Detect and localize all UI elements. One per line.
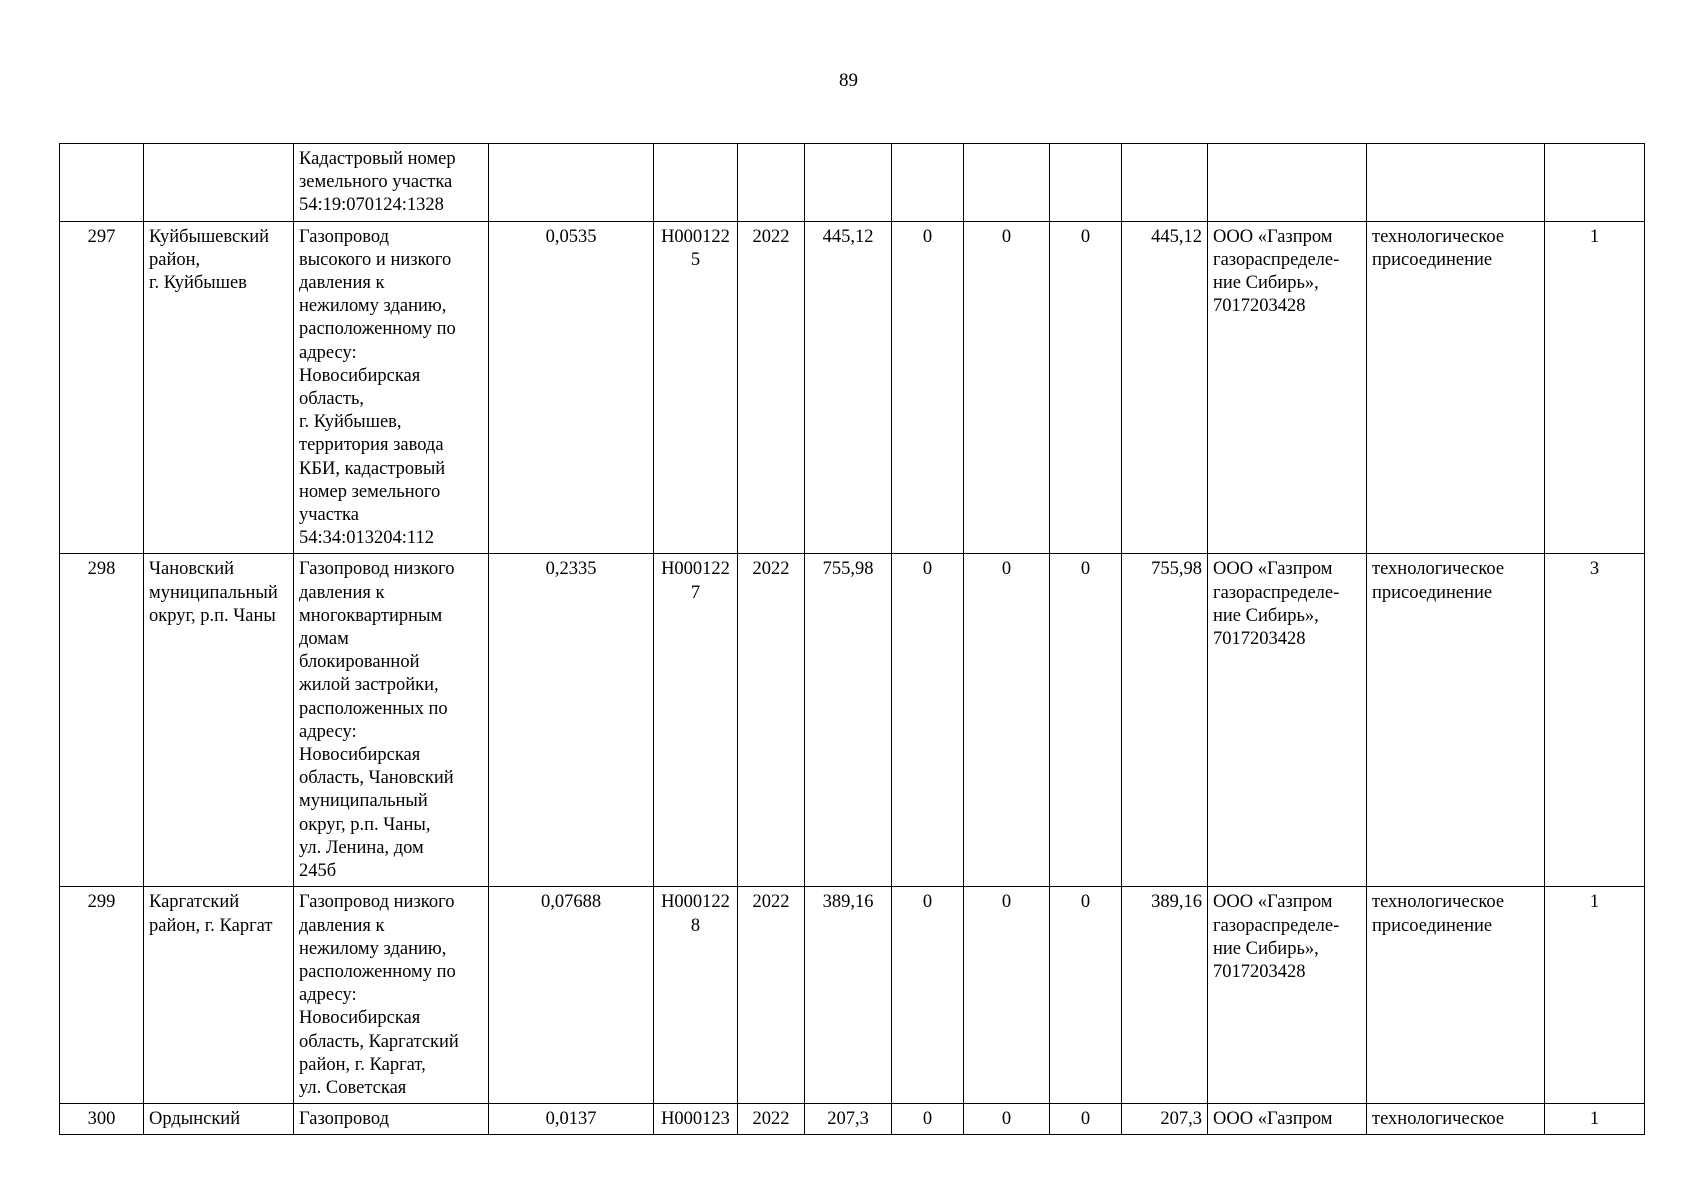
cost-total-cell: 207,3: [805, 1104, 892, 1135]
district-cell: Каргатский район, г. Каргат: [144, 887, 294, 1104]
cost-column-5-cell: 207,3: [1122, 1104, 1208, 1135]
length-value-cell: 0,0535: [489, 221, 654, 554]
object-description-cell: Газопровод низкого давления к многоквартирным домам блокированной жилой застройки, расположенных по адресу: Новосибирская область, Чановский муниципальный округ, р.п. Чаны, ул. Ленина, дом 245б: [294, 554, 489, 887]
source-type-cell: [1367, 144, 1545, 222]
year-cell: 2022: [738, 554, 805, 887]
object-description-cell: Газопровод: [294, 1104, 489, 1135]
object-description-cell: Кадастровый номер земельного участка 54:19:070124:1328: [294, 144, 489, 222]
cost-column-5-cell: [1122, 144, 1208, 222]
object-description-cell: Газопровод низкого давления к нежилому зданию, расположенному по адресу: Новосибирская область, Каргатский район, г. Каргат, ул. Советская: [294, 887, 489, 1104]
cost-column-2-cell: 0: [892, 887, 964, 1104]
cost-column-2-cell: 0: [892, 554, 964, 887]
table-row: [60, 887, 1645, 1104]
length-value-cell: 0,2335: [489, 554, 654, 887]
cost-column-2-cell: 0: [892, 221, 964, 554]
district-cell: Куйбышевский район, г. Куйбышев: [144, 221, 294, 554]
record-code-cell: Н000123: [654, 1104, 738, 1135]
cost-total-cell: 389,16: [805, 887, 892, 1104]
source-type-cell: технологическое: [1367, 1104, 1545, 1135]
quantity-cell: 1: [1545, 887, 1645, 1104]
source-type-cell: технологическое присоединение: [1367, 887, 1545, 1104]
organization-cell: ООО «Газпром: [1208, 1104, 1367, 1135]
cost-column-2-cell: [892, 144, 964, 222]
year-cell: 2022: [738, 221, 805, 554]
row-number-cell: 299: [60, 887, 144, 1104]
cost-column-3-cell: 0: [964, 221, 1050, 554]
row-number-cell: [60, 144, 144, 222]
cost-column-4-cell: 0: [1050, 554, 1122, 887]
cost-column-5-cell: 389,16: [1122, 887, 1208, 1104]
row-number-cell: 300: [60, 1104, 144, 1135]
cost-column-5-cell: 755,98: [1122, 554, 1208, 887]
data-table: [59, 143, 1645, 1135]
object-description-cell: Газопровод высокого и низкого давления к нежилому зданию, расположенному по адресу: Новосибирская область, г. Куйбышев, территория завода КБИ, кадастровый номер земельного участка 54:34:013204:112: [294, 221, 489, 554]
row-number-cell: 297: [60, 221, 144, 554]
length-value-cell: [489, 144, 654, 222]
cost-column-4-cell: 0: [1050, 221, 1122, 554]
source-type-cell: технологическое присоединение: [1367, 221, 1545, 554]
year-cell: [738, 144, 805, 222]
cost-column-3-cell: [964, 144, 1050, 222]
table-row: [60, 144, 1645, 222]
organization-cell: ООО «Газпром газораспределе- ние Сибирь», 7017203428: [1208, 887, 1367, 1104]
quantity-cell: [1545, 144, 1645, 222]
cost-column-2-cell: 0: [892, 1104, 964, 1135]
year-cell: 2022: [738, 887, 805, 1104]
table-row: [60, 1104, 1645, 1135]
district-cell: [144, 144, 294, 222]
cost-total-cell: [805, 144, 892, 222]
source-type-cell: технологическое присоединение: [1367, 554, 1545, 887]
cost-column-3-cell: 0: [964, 887, 1050, 1104]
cost-column-4-cell: [1050, 144, 1122, 222]
length-value-cell: 0,07688: [489, 887, 654, 1104]
district-cell: Чановский муниципальный округ, р.п. Чаны: [144, 554, 294, 887]
record-code-cell: Н000122 5: [654, 221, 738, 554]
table-row: [60, 221, 1645, 554]
quantity-cell: 1: [1545, 221, 1645, 554]
organization-cell: [1208, 144, 1367, 222]
row-number-cell: 298: [60, 554, 144, 887]
table-row: [60, 554, 1645, 887]
cost-total-cell: 445,12: [805, 221, 892, 554]
organization-cell: ООО «Газпром газораспределе- ние Сибирь», 7017203428: [1208, 554, 1367, 887]
cost-column-4-cell: 0: [1050, 1104, 1122, 1135]
cost-column-3-cell: 0: [964, 554, 1050, 887]
length-value-cell: 0,0137: [489, 1104, 654, 1135]
record-code-cell: [654, 144, 738, 222]
year-cell: 2022: [738, 1104, 805, 1135]
record-code-cell: Н000122 8: [654, 887, 738, 1104]
record-code-cell: Н000122 7: [654, 554, 738, 887]
organization-cell: ООО «Газпром газораспределе- ние Сибирь», 7017203428: [1208, 221, 1367, 554]
cost-column-4-cell: 0: [1050, 887, 1122, 1104]
page-number: 89: [839, 70, 858, 91]
cost-column-5-cell: 445,12: [1122, 221, 1208, 554]
quantity-cell: 3: [1545, 554, 1645, 887]
quantity-cell: 1: [1545, 1104, 1645, 1135]
district-cell: Ордынский: [144, 1104, 294, 1135]
cost-total-cell: 755,98: [805, 554, 892, 887]
cost-column-3-cell: 0: [964, 1104, 1050, 1135]
